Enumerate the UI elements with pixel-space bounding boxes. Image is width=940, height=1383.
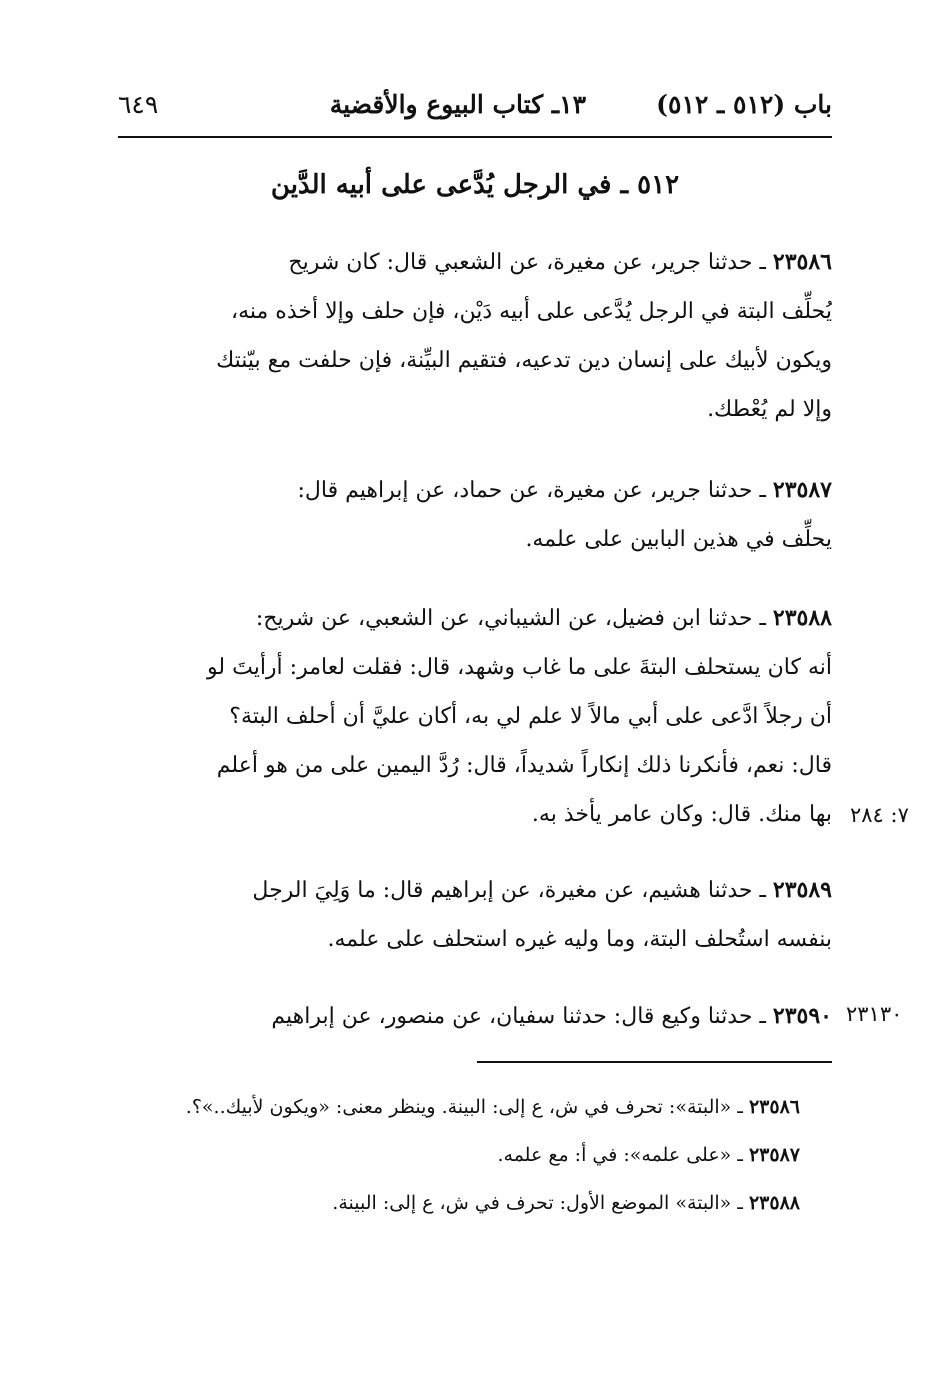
footnote	[118, 1182, 800, 1224]
margin-reference: ٢٣١٣٠	[846, 1002, 903, 1026]
hadith-line: ٢٣٥٨٨ ـ حدثنا ابن فضيل، عن الشيباني، عن الشعبي، عن شريح:	[255, 605, 832, 631]
hadith-line: ٢٣٥٩٠ ـ حدثنا وكيع قال: حدثنا سفيان، عن منصور، عن إبراهيم	[271, 1003, 832, 1029]
hadith-number: ٢٣٥٨٩	[772, 877, 832, 903]
hadith-23589	[118, 866, 832, 964]
hadith-line: بنفسه استُحلف البتة، وما وليه غيره استحلف على علمه.	[327, 927, 832, 952]
margin-reference: ٧: ٢٨٤	[850, 803, 909, 827]
hadith-line: يُحلِّف البتة في الرجل يُدَّعى على أبيه دَيْن، فإن حلف وإلا أخذه منه،	[231, 299, 832, 324]
footnote	[118, 1086, 800, 1128]
hadith-number: ٢٣٥٨٧	[772, 477, 832, 503]
page-number: ٦٤٩	[118, 90, 159, 119]
hadith-number: ٢٣٥٩٠	[772, 1003, 832, 1029]
hadith-line: يحلِّف في هذين البابين على علمه.	[525, 527, 832, 552]
running-header	[118, 86, 832, 130]
hadith-23590	[118, 992, 832, 1041]
hadith-23587	[118, 466, 832, 564]
header-book-title: ١٣ـ كتاب البيوع والأقضية	[329, 90, 586, 119]
hadith-line: ٢٣٥٨٩ ـ حدثنا هشيم، عن مغيرة، عن إبراهيم قال: ما وَلِيَ الرجل	[252, 877, 832, 903]
chapter-title: ٥١٢ ـ في الرجل يُدَّعى على أبيه الدَّين	[270, 170, 680, 200]
footnote	[118, 1134, 800, 1176]
hadith-line: ويكون لأبيك على إنسان دين تدعيه، فتقيم البيِّنة، فإن حلفت مع بيّنتك	[216, 348, 832, 373]
hadith-number: ٢٣٥٨٨	[772, 605, 832, 631]
hadith-line: قال: نعم، فأنكرنا ذلك إنكاراً شديداً، قال: رُدَّ اليمين على من هو أعلم	[216, 753, 832, 778]
footnote-text: ـ «البتة» الموضع الأول: تحرف في ش، ع إلى: البينة.	[332, 1192, 743, 1214]
hadith-line: ٢٣٥٨٧ ـ حدثنا جرير، عن مغيرة، عن حماد، عن إبراهيم قال:	[297, 477, 832, 503]
footnote-number: ٢٣٥٨٦	[748, 1096, 800, 1118]
hadith-line: بها منك. قال: وكان عامر يأخذ به.	[531, 802, 832, 827]
hadith-23586	[118, 238, 832, 434]
footnote-number: ٢٣٥٨٧	[748, 1144, 800, 1166]
hadith-line: ٢٣٥٨٦ ـ حدثنا جرير، عن مغيرة، عن الشعبي قال: كان شريح	[288, 249, 832, 275]
footnote-text: ـ «على علمه»: في أ: مع علمه.	[497, 1144, 743, 1166]
footnotes	[118, 1086, 800, 1230]
hadith-23588	[118, 594, 832, 839]
header-section-label: باب (٥١٢ ـ ٥١٢)	[656, 90, 832, 119]
footnote-rule	[477, 1061, 832, 1063]
hadith-line: وإلا لم يُعْطك.	[707, 397, 832, 422]
hadith-line: أنه كان يستحلف البتةَ على ما غاب وشهد، قال: فقلت لعامر: أرأيتَ لو	[207, 655, 832, 680]
hadith-line: أن رجلاً ادَّعى على أبي مالاً لا علم لي به، أكان عليَّ أن أحلف البتة؟	[229, 704, 832, 729]
footnote-number: ٢٣٥٨٨	[748, 1192, 800, 1214]
footnote-text: ـ «البتة»: تحرف في ش، ع إلى: البينة. وينظر معنى: «ويكون لأبيك..»؟.	[185, 1096, 743, 1118]
header-rule	[118, 136, 832, 138]
hadith-number: ٢٣٥٨٦	[772, 249, 832, 275]
